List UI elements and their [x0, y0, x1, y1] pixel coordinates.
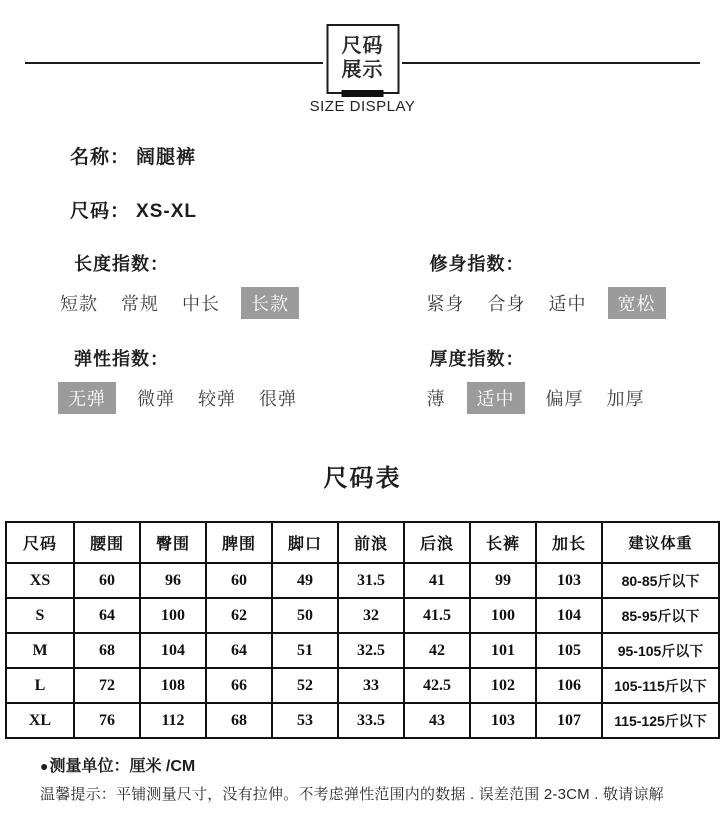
cell: 64	[74, 598, 140, 633]
measure-unit-note	[40, 753, 725, 776]
index-option-selected: 宽松	[608, 287, 666, 319]
header-divider-right	[402, 62, 700, 64]
cell: 41	[404, 563, 470, 598]
length-index-title: 长度指数：	[58, 250, 363, 276]
cell: S	[6, 598, 74, 633]
col-header-waist: 腰围	[74, 522, 140, 563]
table-row-xl	[6, 703, 719, 738]
table-row-m	[6, 633, 719, 668]
cell: 32	[338, 598, 404, 633]
col-header-hip: 臀围	[140, 522, 206, 563]
cell: 33	[338, 668, 404, 703]
warm-tip-note: 温馨提示：平铺测量尺寸，没有拉伸。不考虑弹性范围内的数据 . 误差范围 2-3CM . 敬请谅解	[40, 783, 725, 804]
cell: 66	[206, 668, 272, 703]
product-size-label: 尺码：	[70, 201, 130, 222]
product-name-value: 阔腿裤	[136, 147, 196, 168]
table-row-xs	[6, 563, 719, 598]
col-header-size: 尺码	[6, 522, 74, 563]
box-bottom-bar	[342, 90, 384, 97]
cell: 101	[470, 633, 536, 668]
col-header-suggested-weight: 建议体重	[602, 522, 719, 563]
product-name-row	[70, 142, 725, 169]
thickness-index-group	[363, 345, 725, 414]
cell: 60	[74, 563, 140, 598]
index-option: 较弹	[196, 382, 238, 414]
cell: 41.5	[404, 598, 470, 633]
size-table-header-row	[6, 522, 719, 563]
cell: 107	[536, 703, 602, 738]
col-header-back-rise: 后浪	[404, 522, 470, 563]
cell: 100	[140, 598, 206, 633]
index-option: 合身	[486, 287, 528, 319]
col-header-front-rise: 前浪	[338, 522, 404, 563]
measure-unit-text: 测量单位：厘米 /CM	[49, 758, 195, 775]
cell: 62	[206, 598, 272, 633]
index-option: 适中	[547, 287, 589, 319]
cell: 102	[470, 668, 536, 703]
product-info	[70, 142, 725, 223]
fit-index-options	[425, 287, 725, 319]
index-option: 微弹	[135, 382, 177, 414]
length-index-options	[58, 287, 363, 319]
cell: 49	[272, 563, 338, 598]
bullet-icon: ●	[40, 758, 48, 774]
product-size-value: XS-XL	[136, 201, 197, 222]
col-header-hem: 脚口	[272, 522, 338, 563]
index-option-selected: 无弹	[58, 382, 116, 414]
cell: 52	[272, 668, 338, 703]
cell-weight: 115-125斤以下	[602, 703, 719, 738]
elasticity-index-options	[58, 382, 363, 414]
cell: L	[6, 668, 74, 703]
fit-index-title: 修身指数：	[425, 250, 725, 276]
cell: XS	[6, 563, 74, 598]
index-option: 短款	[58, 287, 100, 319]
cell: M	[6, 633, 74, 668]
size-table	[5, 521, 720, 739]
cell: 42.5	[404, 668, 470, 703]
cell-weight: 85-95斤以下	[602, 598, 719, 633]
cell-weight: 80-85斤以下	[602, 563, 719, 598]
index-option: 加厚	[605, 382, 647, 414]
cell: 76	[74, 703, 140, 738]
index-option: 紧身	[425, 287, 467, 319]
size-display-box-line1: 尺码	[342, 35, 384, 59]
cell: 106	[536, 668, 602, 703]
index-option: 薄	[425, 382, 448, 414]
cell: 72	[74, 668, 140, 703]
cell: 51	[272, 633, 338, 668]
cell: 104	[140, 633, 206, 668]
size-display-box-line2: 展示	[342, 59, 384, 83]
cell: 112	[140, 703, 206, 738]
col-header-extended: 加长	[536, 522, 602, 563]
size-display-box	[326, 24, 399, 94]
col-header-pants-length: 长裤	[470, 522, 536, 563]
cell: 99	[470, 563, 536, 598]
table-row-l	[6, 668, 719, 703]
cell: 31.5	[338, 563, 404, 598]
size-table-title: 尺码表	[0, 458, 725, 493]
index-option: 常规	[119, 287, 161, 319]
cell: 60	[206, 563, 272, 598]
header-divider-left	[25, 62, 323, 64]
index-sections	[0, 250, 725, 414]
cell: 103	[470, 703, 536, 738]
cell: 68	[74, 633, 140, 668]
index-option-selected: 长款	[241, 287, 299, 319]
cell: 68	[206, 703, 272, 738]
index-option-selected: 适中	[467, 382, 525, 414]
elasticity-index-title: 弹性指数：	[58, 345, 363, 371]
product-size-row	[70, 196, 725, 223]
cell: 108	[140, 668, 206, 703]
index-option: 很弹	[257, 382, 299, 414]
cell: 50	[272, 598, 338, 633]
cell: 104	[536, 598, 602, 633]
cell: 53	[272, 703, 338, 738]
cell: 64	[206, 633, 272, 668]
thickness-index-options	[425, 382, 725, 414]
cell: 32.5	[338, 633, 404, 668]
cell: 96	[140, 563, 206, 598]
cell-weight: 105-115斤以下	[602, 668, 719, 703]
cell: XL	[6, 703, 74, 738]
index-option: 偏厚	[544, 382, 586, 414]
size-display-header	[0, 22, 725, 114]
cell: 103	[536, 563, 602, 598]
cell: 105	[536, 633, 602, 668]
col-header-thigh: 脾围	[206, 522, 272, 563]
cell: 43	[404, 703, 470, 738]
cell: 42	[404, 633, 470, 668]
product-name-label: 名称：	[70, 147, 130, 168]
elasticity-index-group	[0, 345, 363, 414]
footer-notes	[40, 753, 725, 804]
index-option: 中长	[180, 287, 222, 319]
size-display-subtitle: SIZE DISPLAY	[0, 98, 725, 115]
cell-weight: 95-105斤以下	[602, 633, 719, 668]
fit-index-group	[363, 250, 725, 319]
cell: 100	[470, 598, 536, 633]
table-row-s	[6, 598, 719, 633]
thickness-index-title: 厚度指数：	[425, 345, 725, 371]
length-index-group	[0, 250, 363, 319]
cell: 33.5	[338, 703, 404, 738]
